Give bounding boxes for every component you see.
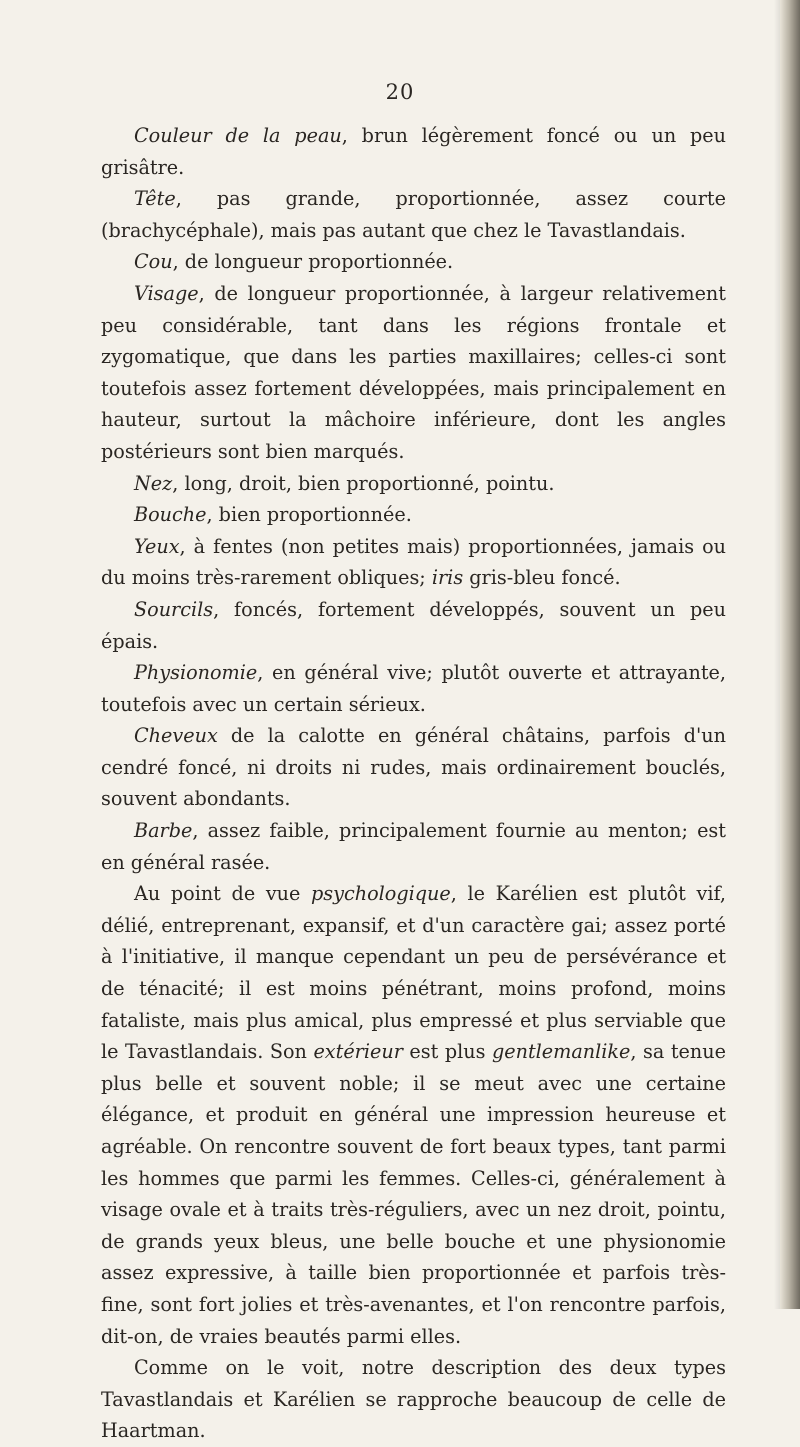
term-couleur: Couleur de la peau	[134, 124, 342, 147]
page-edge	[780, 0, 800, 1309]
paragraph-couleur: Couleur de la peau, brun légèrement foncé ou un peu grisâtre.	[101, 124, 726, 179]
term-bouche: Bouche	[134, 503, 207, 527]
paragraph-psychologique: Au point de vue psychologique, le Karélien est plutôt vif, délié, entreprenant, expansif, et d'un caractère gai; assez porté à l'initiative, il manque cependant un peu de persévérance et de ténacité; il est moins pénétrant, moins profond, moins fataliste, mais plus amical, plus empressé et plus serviable que le Tavastlandais. Son extérieur est plus gentlemanlike, sa tenue plus belle et souvent noble; il se meut avec une certaine élégance, et produit en général une impression heureuse et agréable. On rencontre souvent de fort beaux types, tant parmi les hommes que parmi les femmes. Celles-ci, généralement à visage ovale et à traits très-réguliers, avec un nez droit, pointu, de grands yeux bleus, une belle bouche et une physionomie assez expressive, à taille bien proportionnée et parfois très-fine, sont fort jolies et très-avenantes, et l'on rencontre parfois, dit-on, de vraies beautés parmi elles.	[101, 882, 726, 1348]
term-barbe: Barbe	[134, 819, 193, 843]
term-iris: iris	[431, 566, 464, 590]
term-exterieur: extérieur	[313, 1040, 403, 1064]
term-sourcils: Sourcils	[134, 597, 214, 621]
paragraph-barbe: Barbe, assez faible, principalement fournie au menton; est en général rasée.	[101, 819, 726, 874]
paragraph-yeux: Yeux, à fentes (non petites mais) proportionnées, jamais ou du moins très-rarement obliques; iris gris-bleu foncé.	[101, 534, 726, 590]
paragraph-conclusion: Comme on le voit, notre description des deux types Tavastlandais et Karélien se rapproche beaucoup de celle de Haartman.	[101, 1356, 726, 1443]
term-gentlemanlike: gentlemanlike	[491, 1040, 631, 1064]
paragraph-bouche: Bouche, bien proportionnée.	[134, 503, 412, 527]
term-yeux: Yeux	[134, 534, 180, 558]
paragraph-physionomie: Physionomie, en général vive; plutôt ouverte et attrayante, toutefois avec un certain sérieux.	[101, 661, 726, 716]
term-visage: Visage	[134, 281, 199, 305]
paragraph-cheveux: Cheveux de la calotte en général châtains, parfois d'un cendré foncé, ni droits ni rudes, mais ordinairement bouclés, souvent abondants.	[101, 724, 726, 811]
term-tete: Tête	[134, 187, 176, 211]
paragraph-visage: Visage, de longueur proportionnée, à largeur relativement peu considérable, tant dans les régions frontale et zygomatique, que dans les parties maxillaires; celles-ci sont toutefois assez fortement développées, mais principalement en hauteur, surtout la mâchoire inférieure, dont les angles postérieurs sont bien marqués.	[101, 281, 726, 463]
paragraph-tete: Tête, pas grande, proportionnée, assez courte (brachycéphale), mais pas autant que chez le Tavastlandais.	[101, 187, 726, 242]
term-nez: Nez	[134, 471, 173, 495]
paragraph-nez: Nez, long, droit, bien proportionné, pointu.	[134, 471, 555, 495]
term-psychologique: psychologique	[311, 882, 451, 906]
paragraph-cou: Cou, de longueur proportionnée.	[134, 250, 454, 274]
term-physionomie: Physionomie	[134, 661, 258, 685]
text-body	[101, 120, 726, 1447]
paragraph-sourcils: Sourcils, foncés, fortement développés, souvent un peu épais.	[101, 597, 726, 653]
term-cou: Cou	[134, 250, 173, 274]
term-cheveux: Cheveux	[134, 724, 218, 748]
page-number: 20	[385, 80, 415, 104]
